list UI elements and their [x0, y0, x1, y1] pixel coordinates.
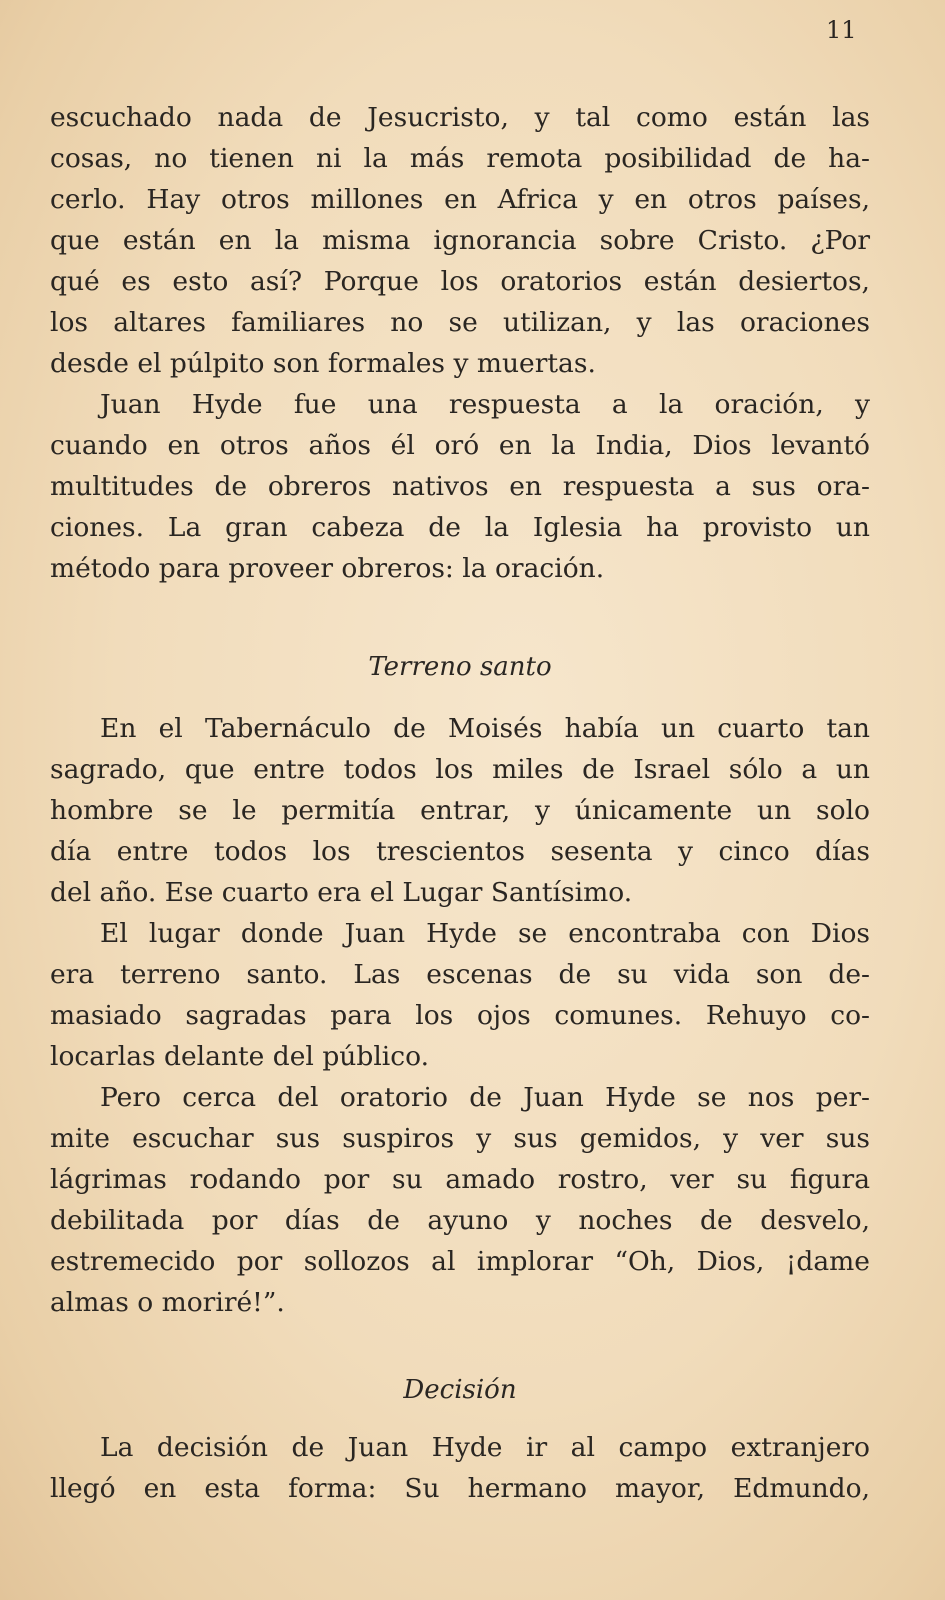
text-line: método para proveer obreros: la oración. — [50, 553, 605, 584]
text-line: del año. Ese cuarto era el Lugar Santísimo. — [50, 877, 633, 908]
text-line: multitudes de obreros nativos en respuesta a sus ora- — [50, 471, 870, 502]
text-line: mite escuchar sus suspiros y sus gemidos, y ver sus — [50, 1123, 870, 1154]
text-line: día entre todos los trescientos sesenta y cinco días — [50, 836, 870, 867]
text-line: hombre se le permitía entrar, y únicamente un solo — [50, 795, 870, 826]
text-line: Juan Hyde fue una respuesta a la oración, y — [100, 389, 870, 420]
text-line: almas o moriré!”. — [50, 1287, 285, 1318]
text-line: cerlo. Hay otros millones en Africa y en otros países, — [50, 184, 870, 215]
text-line: El lugar donde Juan Hyde se encontraba con Dios — [100, 918, 870, 949]
text-line: locarlas delante del público. — [50, 1041, 430, 1072]
paragraph-2 — [50, 384, 870, 589]
text-line: los altares familiares no se utilizan, y las oraciones — [50, 307, 870, 338]
text-line: sagrado, que entre todos los miles de Israel sólo a un — [50, 754, 870, 785]
text-line: que están en la misma ignorancia sobre Cristo. ¿Por — [50, 225, 870, 256]
paragraph-6 — [50, 1427, 870, 1509]
text-line: llegó en esta forma: Su hermano mayor, Edmundo, — [50, 1473, 870, 1504]
text-line: Pero cerca del oratorio de Juan Hyde se nos per- — [100, 1082, 870, 1113]
page-number: 11 — [826, 16, 857, 44]
text-line: cosas, no tienen ni la más remota posibilidad de ha- — [50, 143, 870, 174]
text-line: cuando en otros años él oró en la India, Dios levantó — [50, 430, 870, 461]
text-line: era terreno santo. Las escenas de su vida son de- — [50, 959, 870, 990]
section-heading-terreno-santo: Terreno santo — [368, 652, 552, 682]
page-content — [50, 97, 870, 1509]
paragraph-4 — [50, 913, 870, 1077]
text-line: masiado sagradas para los ojos comunes. Rehuyo co- — [50, 1000, 870, 1031]
text-line: ciones. La gran cabeza de la Iglesia ha provisto un — [50, 512, 870, 543]
paragraph-3 — [50, 708, 870, 913]
text-line: escuchado nada de Jesucristo, y tal como están las — [50, 102, 870, 133]
section-heading-decision: Decisión — [403, 1375, 517, 1405]
text-line: La decisión de Juan Hyde ir al campo extranjero — [100, 1432, 870, 1463]
text-line: desde el púlpito son formales y muertas. — [50, 348, 596, 379]
text-line: debilitada por días de ayuno y noches de desvelo, — [50, 1205, 870, 1236]
text-line: qué es esto así? Porque los oratorios están desiertos, — [50, 266, 870, 297]
text-line: lágrimas rodando por su amado rostro, ver su figura — [50, 1164, 870, 1195]
paragraph-5 — [50, 1077, 870, 1323]
text-line: En el Tabernáculo de Moisés había un cuarto tan — [100, 713, 870, 744]
paragraph-1 — [50, 97, 870, 384]
text-line: estremecido por sollozos al implorar “Oh, Dios, ¡dame — [50, 1246, 870, 1277]
